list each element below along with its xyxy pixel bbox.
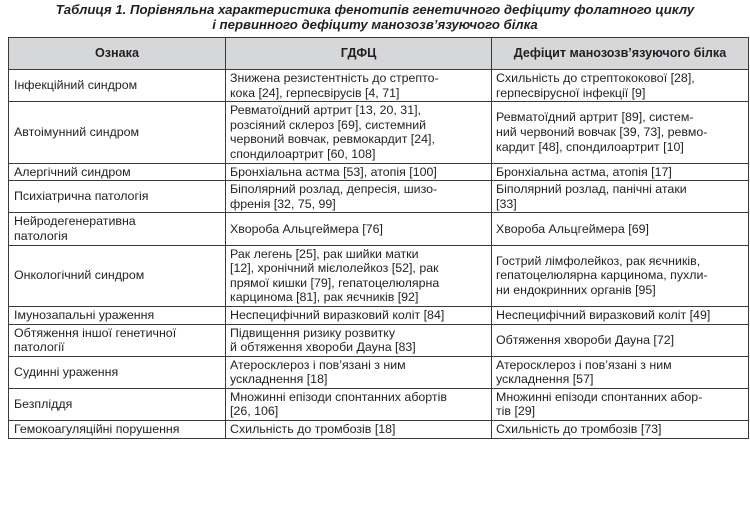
cell-line: Імунозапальні ураження	[14, 307, 155, 322]
cell-line: Психіатрична патологія	[14, 189, 149, 204]
cell-line: Обтяження іншої генетичної	[14, 325, 177, 340]
column-header-gdfc: ГДФЦ	[226, 38, 492, 70]
table-row	[9, 324, 749, 356]
table-row	[9, 388, 749, 420]
cell-line: патологія	[14, 228, 68, 243]
cell-line: Онкологічний синдром	[14, 268, 145, 283]
cell-line: гепатоцелюлярна карцинома, пухли-	[496, 268, 708, 283]
cell-line: Нейродегенеративна	[14, 214, 136, 229]
cell-line: Неспецифічний виразковий коліт [84]	[230, 307, 445, 322]
cell-line: Судинні ураження	[14, 364, 119, 379]
cell-gdfc	[226, 245, 492, 306]
cell-sign	[9, 102, 226, 163]
cell-mbl	[492, 356, 749, 388]
cell-sign	[9, 356, 226, 388]
cell-line: Атеросклероз і пов’язані з ним	[230, 357, 406, 372]
cell-gdfc	[226, 421, 492, 439]
cell-line: Автоімунний синдром	[14, 125, 140, 140]
column-header-sign: Ознака	[9, 38, 226, 70]
cell-sign	[9, 388, 226, 420]
cell-line: Біполярний розлад, депресія, шизо-	[230, 182, 438, 197]
cell-line: Обтяження хвороби Дауна [72]	[496, 332, 675, 347]
cell-line: [12], хронічний мієлолейкоз [52], рак	[230, 261, 439, 276]
cell-line: Безпліддя	[14, 397, 73, 412]
cell-line: Множинні епізоди спонтанних абортів	[230, 389, 447, 404]
cell-line: Неспецифічний виразковий коліт [49]	[496, 307, 711, 322]
cell-mbl	[492, 324, 749, 356]
cell-line: Схильність до стрептококової [28],	[496, 71, 695, 85]
cell-line: френія [32, 75, 99]	[230, 196, 336, 211]
cell-line: Гострий лімфолейкоз, рак яєчників,	[496, 253, 701, 268]
cell-mbl	[492, 421, 749, 439]
table-row	[9, 356, 749, 388]
cell-sign	[9, 70, 226, 102]
cell-line: Гемокоагуляційні порушення	[14, 422, 180, 437]
cell-line: Ревматоїдний артрит [89], систем-	[496, 110, 694, 125]
cell-line: [33]	[496, 196, 517, 211]
cell-line: Знижена резистентність до стрепто-	[230, 71, 439, 85]
cell-line: розсіяний склероз [69], системний	[230, 117, 427, 132]
table-row	[9, 306, 749, 324]
cell-mbl	[492, 306, 749, 324]
cell-line: тів [29]	[496, 404, 536, 419]
cell-line: Алергічний синдром	[14, 164, 131, 179]
cell-mbl	[492, 163, 749, 181]
cell-line: патології	[14, 340, 65, 355]
cell-gdfc	[226, 213, 492, 245]
cell-gdfc	[226, 388, 492, 420]
table-row	[9, 421, 749, 439]
cell-mbl	[492, 388, 749, 420]
cell-mbl	[492, 181, 749, 213]
cell-gdfc	[226, 324, 492, 356]
table-row	[9, 213, 749, 245]
table-row	[9, 70, 749, 102]
cell-line: герпесвірусної інфекції [9]	[496, 85, 646, 100]
caption-line-2: і первинного дефіциту манозозв’язуючого білка	[212, 17, 538, 32]
cell-sign	[9, 245, 226, 306]
cell-mbl	[492, 70, 749, 102]
cell-line: ний червоний вовчак [39, 73], ревмо-	[496, 125, 708, 140]
cell-line: ни ендокринних органів [95]	[496, 283, 656, 298]
cell-line: кардит [48], спондилоартрит [10]	[496, 139, 684, 154]
cell-sign	[9, 306, 226, 324]
cell-line: Рак легень [25], рак шийки матки	[230, 246, 419, 261]
cell-mbl	[492, 245, 749, 306]
cell-line: Ревматоїдний артрит [13, 20, 31],	[230, 103, 421, 118]
cell-line: Підвищення ризику розвитку	[230, 325, 396, 340]
cell-line: ускладнення [18]	[230, 372, 328, 387]
table-header	[9, 38, 749, 70]
cell-line: прямої кишки [79], гепатоцелюлярна	[230, 275, 440, 290]
cell-mbl	[492, 213, 749, 245]
cell-gdfc	[226, 102, 492, 163]
cell-sign	[9, 181, 226, 213]
cell-mbl	[492, 102, 749, 163]
cell-line: Бронхіальна астма [53], атопія [100]	[230, 164, 437, 179]
comparison-table	[8, 37, 749, 439]
cell-line: Атеросклероз і пов’язані з ним	[496, 357, 672, 372]
cell-line: й обтяження хвороби Дауна [83]	[230, 340, 416, 355]
cell-line: [26, 106]	[230, 404, 279, 419]
cell-line: кока [24], герпесвірусів [4, 71]	[230, 85, 400, 100]
cell-line: Біполярний розлад, панічні атаки	[496, 182, 687, 197]
cell-line: червоний вовчак, ревмокардит [24],	[230, 132, 435, 147]
cell-line: спондилоартрит [60, 108]	[230, 146, 376, 161]
cell-line: ускладнення [57]	[496, 372, 594, 387]
column-header-mbl: Дефіцит манозозв’язуючого білка	[492, 38, 749, 70]
cell-line: карцинома [81], рак яєчників [92]	[230, 290, 419, 305]
cell-line: Хвороба Альцгеймера [76]	[230, 221, 383, 236]
table-body	[9, 70, 749, 439]
table-caption	[0, 0, 750, 35]
cell-gdfc	[226, 163, 492, 181]
table-row	[9, 163, 749, 181]
cell-sign	[9, 421, 226, 439]
cell-line: Схильність до тромбозів [18]	[230, 422, 396, 437]
cell-line: Схильність до тромбозів [73]	[496, 422, 662, 437]
table-row	[9, 245, 749, 306]
cell-sign	[9, 324, 226, 356]
table-row	[9, 102, 749, 163]
cell-sign	[9, 213, 226, 245]
caption-line-1: Таблиця 1. Порівняльна характеристика фенотипів генетичного дефіциту фолатного циклу	[55, 2, 695, 17]
table-row	[9, 181, 749, 213]
cell-gdfc	[226, 306, 492, 324]
cell-gdfc	[226, 356, 492, 388]
cell-line: Множинні епізоди спонтанних абор-	[496, 389, 703, 404]
cell-gdfc	[226, 70, 492, 102]
header-row	[9, 38, 749, 70]
cell-line: Хвороба Альцгеймера [69]	[496, 221, 649, 236]
cell-sign	[9, 163, 226, 181]
cell-line: Бронхіальна астма, атопія [17]	[496, 164, 672, 179]
cell-gdfc	[226, 181, 492, 213]
cell-line: Інфекційний синдром	[14, 78, 138, 93]
